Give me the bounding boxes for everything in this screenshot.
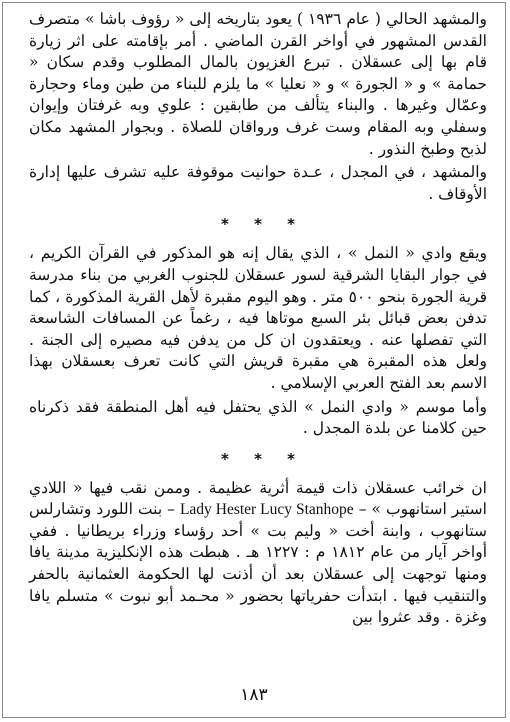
paragraph-mashhad-history: والمشهد الحالي ( عام ١٩٣٦ ) يعود بتاريخه إلى « رؤوف باشا » متصرف القدس المشهور في أواخر القرن الماضي . أمر بإقامته على اثر زيارة قام بها إلى عسقلان . تبرع الغزيون بالمال المطلوب وقدم سكان « حمامة » و « الجورة » و « نعليا » ما يلزم للبناء من طين وماء وحجارة وعمّال وغيرها . والبناء يتألف من طابقين : علوي وبه غرفتان وإيوان وسفلي وبه المقام وست غرف ورواقان للصلاة . وبجوار المشهد مكان لذبح وطبخ النذور . <box>29 10 487 158</box>
paragraph-mashhad-shops: والمشهد ، في المجدل ، عـدة حوانيت موقوفة عليه تشرف عليها إدارة الأوقاف . <box>29 163 487 203</box>
paragraph-wadi-naml-season: وأما موسم « وادي النمل » الذي يحتفل فيه أهل المنطقة فقد ذكرناه حين كلامنا عن بلدة المجدل . <box>29 397 487 438</box>
page-frame <box>2 2 506 718</box>
paragraph-ascalon-ruins <box>29 478 487 629</box>
section-separator: * * * <box>221 449 305 468</box>
page-number: ١٨٣ <box>240 685 268 705</box>
paragraph-wadi-naml: ويقع وادي « النمل » ، الذي يقال إنه هو المذكور في القرآن الكريم ، في جوار البقايا الشرقية لسور عسقلان للجنوب الغربي من بناء مدرسة قرية الجورة بنحو ٥٠٠ متر . وهو اليوم مقبرة لأهل القرية المذكورة ، كما تدفن بعض قبائل بئر السبع موتاها فيه ، رغماً عن المسافات الشاسعة التي تفصلها عنه . ويعتقدون ان كل من يدفن فيه مصيره إلى الجنة . ولعل هذه المقبرة هي مقبرة قريش التي كانت تعرف بعسقلان بهذا الاسم بعد الفتح العربي الإسلامي . <box>29 244 487 392</box>
ruins-text-part1: ان خرائب عسقلان ذات قيمة أثرية عظيمة . وممن نقب فيها « اللادي استير استانهوب » – <box>29 478 487 519</box>
section-separator: * * * <box>221 215 305 234</box>
page-body <box>29 9 487 629</box>
ruins-text-part2: – بنت اللورد وتشارلس ستانهوب ، وابنة أخت « وليم بت » أحد رؤساء وزراء بريطانيا . ففي أواخر آيار من عام ١٨١٢ م : ١٢٢٧ هـ . هبطت هذه الإنكليزية مدينة يافا ومنها توجهت إلى عسقلان بعد أن أذنت لها الحكومة العثمانية بالحفر والتنقيب فيها . ابتدأت حفرياتها بحضور « محـمد أبو نبوت » متسلم يافا وغزة . وقد عثروا بين <box>29 500 488 627</box>
latin-name: Lady Hester Lucy Stanhope <box>179 501 354 519</box>
